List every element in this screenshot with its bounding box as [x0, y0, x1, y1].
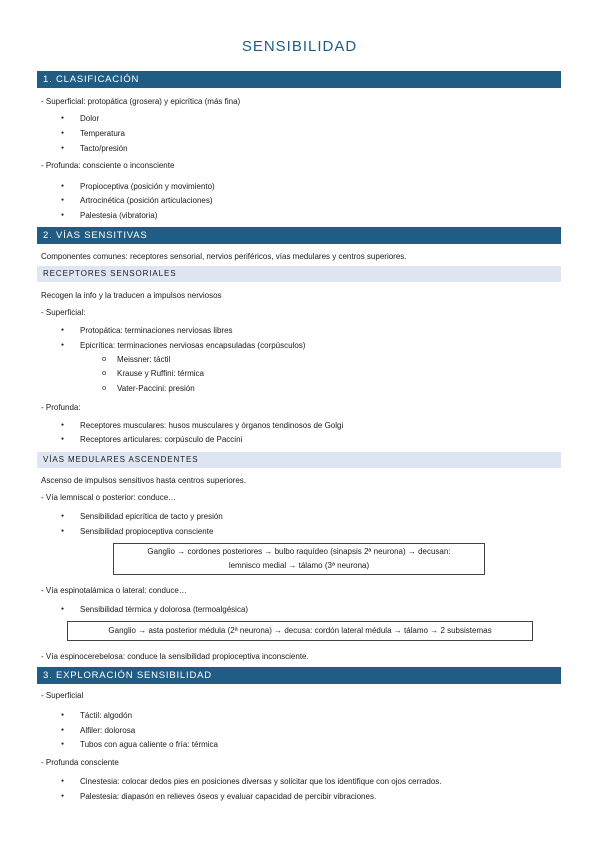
text-line: - Superficial: protopática (grosera) y epicrítica (más fina)	[41, 97, 241, 106]
list-item: ● Epicrítica: terminaciones nerviosas encapsuladas (corpúsculos)	[80, 340, 305, 351]
text-line: - Vía espinocerebelosa: conduce la sensibilidad propioceptiva inconsciente.	[41, 652, 309, 661]
list-item: ● Temperatura	[80, 128, 125, 139]
sub-list-item: o Meissner: táctil	[117, 354, 170, 365]
text-line: - Profunda consciente	[41, 758, 119, 767]
list-item: ● Receptores articulares: corpúsculo de Paccini	[80, 434, 242, 445]
text-line: - Superficial:	[41, 308, 86, 317]
text-line: - Profunda: consciente o inconsciente	[41, 161, 175, 170]
pathway-text: lemnisco medial → tálamo (3ª neurona)	[228, 561, 370, 570]
subsection-heading-receptores: RECEPTORES SENSORIALES	[37, 266, 561, 282]
list-item: ● Sensibilidad térmica y dolorosa (termoalgésica)	[80, 604, 248, 615]
list-item: ● Sensibilidad epicrítica de tacto y presión	[80, 511, 223, 522]
section-heading-clasificacion: 1. CLASIFICACIÓN	[37, 71, 561, 88]
list-item: ● Tubos con agua caliente o fría: térmica	[80, 739, 218, 750]
text-line: - Vía lemniscal o posterior: conduce…	[41, 493, 177, 502]
text-line: - Superficial	[41, 691, 84, 700]
text-line: Componentes comunes: receptores sensorial, nervios periféricos, vías medulares y centros superiores.	[41, 252, 407, 261]
list-item: ● Protopática: terminaciones nerviosas libres	[80, 325, 233, 336]
pathway-box-espinotalamica: Ganglio → asta posterior médula (2ª neurona) → decusa: cordón lateral médula → tálamo → 2 subsistemas	[67, 621, 533, 641]
text-line: Ascenso de impulsos sensitivos hasta centros superiores.	[41, 476, 246, 485]
list-item: ● Palestesia (vibratoria)	[80, 210, 157, 221]
list-item: ● Palestesia: diapasón en relieves óseos y evaluar capacidad de percibir vibraciones.	[80, 791, 376, 802]
list-item: ● Artrocinética (posición articulaciones)	[80, 195, 213, 206]
section-heading-vias-sensitivas: 2. VÍAS SENSITIVAS	[37, 227, 561, 244]
pathway-text: Ganglio → cordones posteriores → bulbo raquídeo (sinapsis 2ª neurona) → decusan:	[147, 547, 451, 556]
list-item: ● Táctil: algodón	[80, 710, 132, 721]
list-item: ● Tacto/presión	[80, 143, 128, 154]
list-item: ● Alfiler: dolorosa	[80, 725, 135, 736]
pathway-box-lemniscal	[113, 543, 485, 575]
list-item: ● Receptores musculares: husos musculares y órganos tendinosos de Golgi	[80, 420, 343, 431]
list-item: ● Dolor	[80, 113, 99, 124]
sub-list-item: o Krause y Ruffini: térmica	[117, 368, 204, 379]
list-item: ● Cinestesia: colocar dedos pies en posiciones diversas y solicitar que los identifique con ojos cerrados.	[80, 776, 442, 787]
text-line: Recogen la info y la traducen a impulsos nerviosos	[41, 291, 222, 300]
text-line: - Vía espinotalámica o lateral: conduce…	[41, 586, 187, 595]
subsection-heading-vias-medulares: VÍAS MEDULARES ASCENDENTES	[37, 452, 561, 468]
sub-list-item: o Vater-Paccini: presión	[117, 383, 195, 394]
text-line: - Profunda:	[41, 403, 81, 412]
list-item: ● Propioceptiva (posición y movimiento)	[80, 181, 215, 192]
page-title: SENSIBILIDAD	[241, 38, 358, 55]
list-item: ● Sensibilidad propioceptiva consciente	[80, 526, 213, 537]
section-heading-exploracion: 3. EXPLORACIÓN SENSIBILIDAD	[37, 667, 561, 684]
